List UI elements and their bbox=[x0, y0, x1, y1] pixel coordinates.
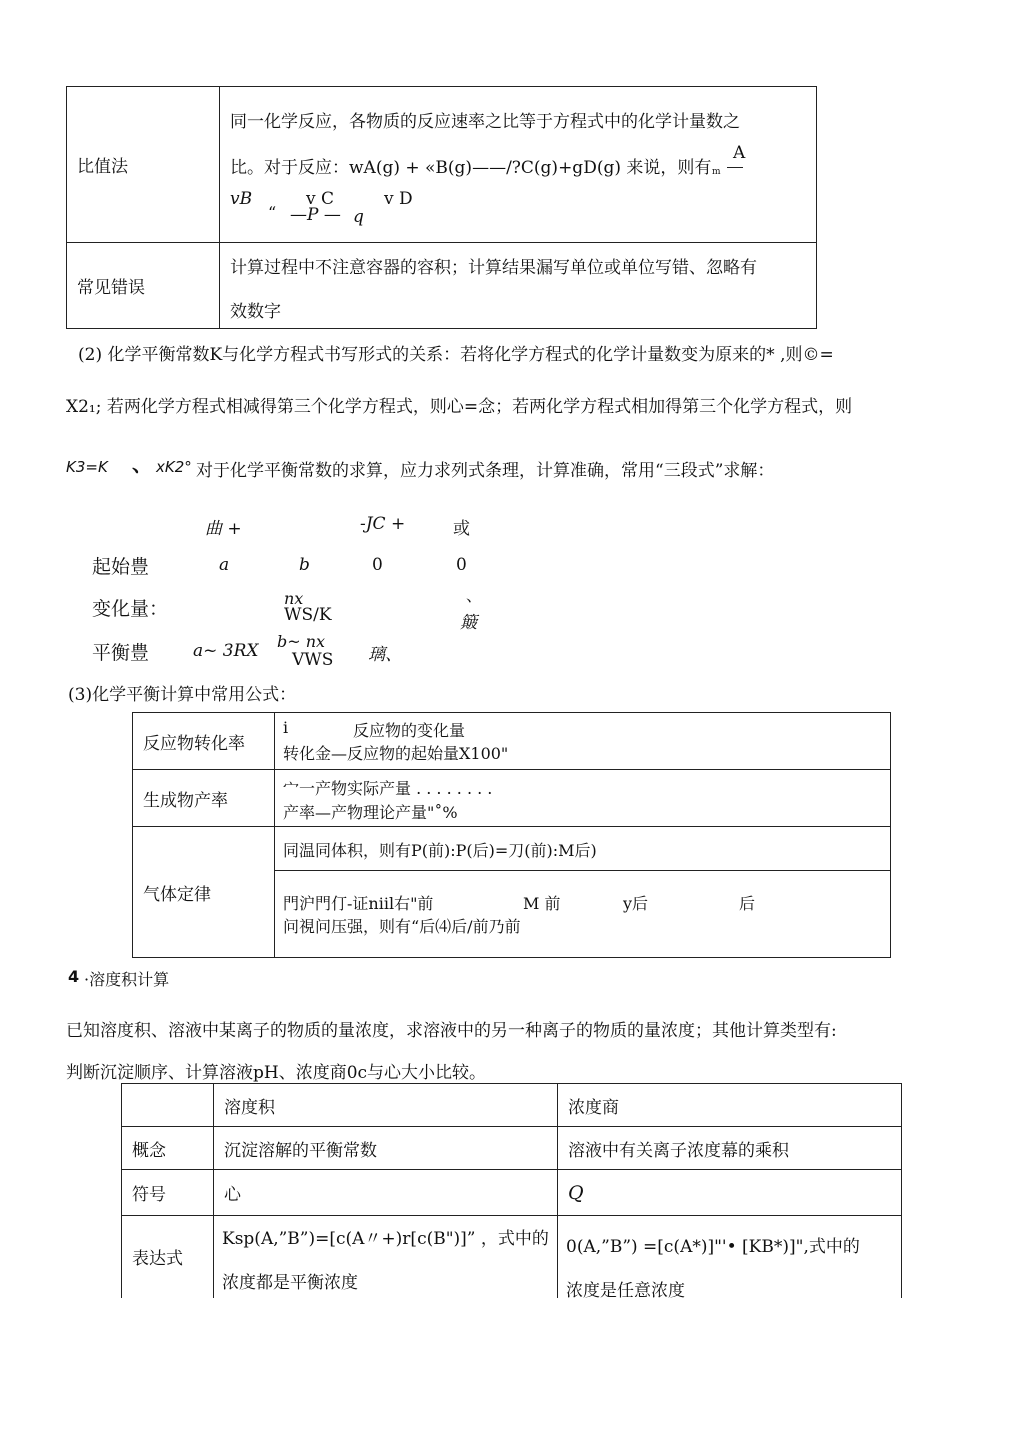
sanduan-row-change: 变化量： bbox=[92, 598, 169, 620]
expression-q-line-2: 浓度是任意浓度 bbox=[566, 1281, 685, 1301]
table-cell bbox=[214, 1127, 558, 1170]
section4-number: 4 bbox=[68, 967, 80, 986]
table-cell-content bbox=[220, 87, 817, 243]
ratio-m: m bbox=[712, 167, 721, 177]
table-cell-label bbox=[122, 1216, 214, 1298]
expression-q-line-1: 0(A,”B”) =[c(A*)]"'• [KB*)]",式中的 bbox=[566, 1237, 860, 1257]
table-header-q bbox=[558, 1084, 902, 1127]
ratio-line-2: 比。对于反应：wA(g) + «B(g)——/?C(g)+gD(g) 来说，则有 bbox=[230, 158, 712, 178]
table-header-ksp bbox=[214, 1084, 558, 1127]
ratio-line-1: 同一化学反应，各物质的反应速率之比等于方程式中的化学计量数之 bbox=[230, 112, 740, 132]
para2-line-1: (2) 化学平衡常数K与化学方程式书写形式的关系：若将化学方程式的化学计量数变为原来的* ,则©= bbox=[78, 345, 834, 365]
ratio-vC: v C bbox=[306, 189, 335, 209]
table-cell-label bbox=[133, 827, 275, 958]
ratio-q: q bbox=[353, 207, 364, 227]
section4-para-2: 判断沉淀顺序、计算溶液pH、浓度商0c与心大小比较。 bbox=[66, 1063, 487, 1083]
concept-q: 溶液中有关离子浓度幕的乘积 bbox=[568, 1140, 789, 1161]
gas-law-line-3: 问視问压强，则有“后⑷后/前乃前 bbox=[283, 917, 521, 936]
header-q: 浓度商 bbox=[568, 1097, 619, 1118]
symbol-q: Q bbox=[568, 1181, 584, 1204]
table-cell-label bbox=[67, 243, 220, 329]
errors-line-1: 计算过程中不注意容器的容积；计算结果漏写单位或单位写错、忽略有 bbox=[230, 258, 757, 278]
section4-para-1: 已知溶度积、溶液中某离子的物质的量浓度，求溶液中的另一种离子的物质的量浓度；其他计算类型有: bbox=[66, 1021, 837, 1041]
para2-line-2: X2₁; 若两化学方程式相减得第三个化学方程式，则心=念；若两化学方程式相加得第三个化学方程式，则 bbox=[66, 397, 853, 417]
table-cell-label bbox=[122, 1170, 214, 1216]
ratio-P: —P — bbox=[290, 205, 341, 225]
row-label-gas-law: 气体定律 bbox=[143, 884, 211, 905]
sanduan-initial-b: b bbox=[299, 555, 310, 575]
para2-line-3: 对于化学平衡常数的求算，应力求列式条理，计算准确，常用“三段式”求解： bbox=[196, 461, 775, 481]
table-cell-content bbox=[275, 827, 891, 871]
para2-tick: 、 bbox=[132, 452, 152, 476]
sanduan-row-equilibrium: 平衡豊 bbox=[92, 642, 150, 664]
row-label-expression: 表达式 bbox=[132, 1249, 183, 1270]
symbol-ksp: 心 bbox=[224, 1185, 241, 1205]
para2-K3: K3=K bbox=[66, 458, 108, 476]
ratio-vD: v D bbox=[384, 189, 413, 209]
sanduan-initial-a: a bbox=[219, 555, 230, 575]
sanduan-eq-d: 璃、 bbox=[368, 645, 402, 665]
table-cell-content bbox=[275, 871, 891, 958]
table-cell bbox=[558, 1127, 902, 1170]
sanduan-eq-a: a~ 3RX bbox=[193, 641, 259, 661]
table-cell-label bbox=[133, 713, 275, 770]
row-label-yield: 生成物产率 bbox=[143, 790, 228, 811]
expression-ksp-line-2: 浓度都是平衡浓度 bbox=[222, 1273, 358, 1293]
sanduan-change-d: 簸 bbox=[460, 613, 477, 633]
para2-K2: xK2° bbox=[156, 458, 192, 476]
sanduan-initial-c: 0 bbox=[372, 555, 383, 575]
table-cell-content bbox=[275, 713, 891, 770]
section4-title: ·溶度积计算 bbox=[84, 970, 170, 989]
conversion-numerator: 反应物的变化量 bbox=[353, 721, 466, 740]
table-cell-label bbox=[133, 770, 275, 827]
conversion-formula: 转化金—反应物的起始量X100" bbox=[283, 744, 509, 763]
sanduan-eq-bottom: VWS bbox=[292, 650, 334, 670]
yield-numerator: 宀一产物实际产量 . . . . . . . . bbox=[283, 779, 493, 798]
table-cell-empty bbox=[122, 1084, 214, 1127]
table-cell bbox=[214, 1216, 558, 1298]
table-cell-content bbox=[220, 243, 817, 329]
table-cell bbox=[214, 1170, 558, 1216]
sanduan-eq-top: b~ nx bbox=[277, 632, 326, 651]
gas-law-line-1: 同温同体积，则有P(前):P(后)=刀(前):M后) bbox=[283, 841, 597, 860]
table-cell-content bbox=[275, 770, 891, 827]
table-cell-label bbox=[122, 1127, 214, 1170]
expression-ksp-line-1: Ksp(A,”B”)=[c(A〃+)r[c(B")]” ，式中的 bbox=[222, 1229, 549, 1249]
sanduan-header-1: 曲 + bbox=[205, 519, 242, 539]
table-formulas bbox=[132, 712, 891, 958]
table-cell bbox=[558, 1216, 902, 1301]
sanduan-change-top: nx bbox=[284, 589, 304, 608]
table-ksp bbox=[121, 1083, 902, 1301]
table-rate-ratio bbox=[66, 86, 817, 329]
header-ksp: 溶度积 bbox=[224, 1097, 275, 1118]
table-cell bbox=[558, 1170, 902, 1216]
ratio-quote: “ bbox=[268, 203, 277, 222]
row-label-conversion: 反应物转化率 bbox=[143, 733, 245, 754]
ratio-A: A bbox=[733, 143, 746, 163]
gas-law-line-2c: y后 bbox=[623, 894, 649, 913]
gas-law-line-2d: 后 bbox=[739, 894, 756, 913]
yield-formula: 产率—产物理论产量"˚% bbox=[283, 803, 458, 822]
row-label-common-errors: 常见错误 bbox=[77, 278, 145, 298]
ratio-vB: vB bbox=[230, 189, 253, 209]
concept-ksp: 沉淀溶解的平衡常数 bbox=[224, 1140, 377, 1161]
row-label-ratio-method: 比值法 bbox=[77, 157, 128, 177]
row-label-concept: 概念 bbox=[132, 1140, 166, 1161]
row-label-symbol: 符号 bbox=[132, 1185, 166, 1205]
section3-title: (3)化学平衡计算中常用公式： bbox=[68, 685, 297, 705]
errors-line-2: 效数字 bbox=[230, 302, 281, 322]
sanduan-header-3: 或 bbox=[453, 519, 470, 539]
conversion-i: i bbox=[283, 718, 289, 737]
sanduan-row-initial: 起始豊 bbox=[92, 556, 150, 578]
sanduan-change-tick: 、 bbox=[466, 586, 483, 605]
sanduan-header-2: -JC + bbox=[360, 514, 406, 534]
sanduan-change-bottom: WS/K bbox=[284, 605, 332, 625]
gas-law-line-2b: M 前 bbox=[523, 894, 561, 913]
sanduan-initial-d: 0 bbox=[456, 555, 467, 575]
gas-law-line-2a: 門沪門仃-证niil右"前 bbox=[283, 894, 434, 913]
table-cell-label bbox=[67, 87, 220, 243]
fraction-bar bbox=[727, 167, 743, 168]
